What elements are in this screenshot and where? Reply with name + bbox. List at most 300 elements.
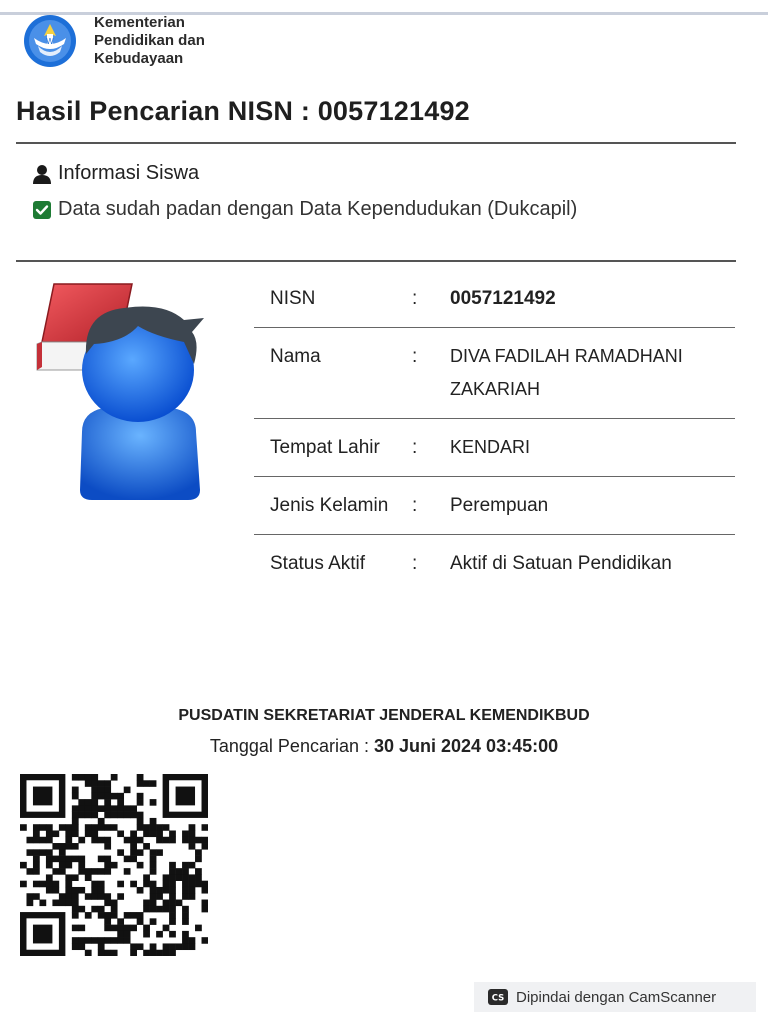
qr-module [143, 780, 150, 787]
detail-label: Status Aktif [270, 553, 366, 574]
qr-module [85, 874, 92, 881]
qr-module [150, 900, 157, 907]
qr-module [169, 906, 176, 913]
qr-module [59, 900, 66, 907]
qr-module [26, 868, 33, 875]
search-date [0, 736, 768, 757]
qr-module [104, 787, 111, 794]
qr-module [169, 862, 176, 869]
qr-module [124, 805, 131, 812]
qr-module [91, 837, 98, 844]
qr-module [104, 793, 111, 800]
qr-module [195, 881, 202, 888]
detail-row-tempat-lahir [254, 419, 735, 477]
qr-module [98, 805, 105, 812]
qr-module [202, 937, 208, 944]
qr-module [91, 937, 98, 944]
qr-module [65, 830, 72, 837]
qr-module [72, 906, 79, 913]
qr-module [124, 931, 131, 938]
qr-module [150, 830, 157, 837]
qr-module [182, 931, 189, 938]
qr-module [33, 830, 40, 837]
qr-module [85, 950, 92, 956]
qr-module [130, 943, 137, 950]
camscanner-label: Dipindai dengan CamScanner [516, 988, 717, 1006]
qr-module [176, 900, 183, 907]
camscanner-logo-text: CS [491, 993, 505, 1004]
detail-separator: : [412, 495, 418, 516]
qr-module [46, 874, 53, 881]
qr-module [130, 830, 137, 837]
qr-module [117, 893, 124, 900]
qr-module [150, 893, 157, 900]
qr-module [189, 862, 196, 869]
qr-module [98, 837, 105, 844]
qr-module [143, 874, 150, 881]
qr-module [78, 805, 85, 812]
qr-module [52, 887, 59, 894]
qr-module [111, 812, 118, 819]
qr-module [65, 843, 72, 850]
qr-module [189, 874, 196, 881]
qr-module [150, 943, 157, 950]
checkbox-checked-icon [32, 200, 52, 220]
qr-module [163, 900, 170, 907]
header [20, 14, 205, 68]
ministry-name [94, 14, 205, 68]
qr-module [111, 900, 118, 907]
qr-module [104, 868, 111, 875]
qr-module [111, 824, 118, 831]
qr-module [182, 906, 189, 913]
qr-module [65, 824, 72, 831]
qr-module [163, 906, 170, 913]
qr-module [195, 849, 202, 856]
qr-module [150, 887, 157, 894]
qr-module [98, 950, 105, 956]
qr-module [33, 824, 40, 831]
qr-module [124, 925, 131, 932]
qr-module [65, 881, 72, 888]
qr-module [150, 849, 157, 856]
qr-module [130, 912, 137, 919]
qr-module [182, 918, 189, 925]
qr-module [46, 824, 53, 831]
qr-module [182, 862, 189, 869]
qr-module [78, 887, 85, 894]
qr-module [182, 881, 189, 888]
qr-module [91, 793, 98, 800]
qr-module [117, 849, 124, 856]
qr-module [98, 881, 105, 888]
qr-module [20, 824, 27, 831]
qr-module [33, 837, 40, 844]
qr-module [91, 893, 98, 900]
qr-module [163, 887, 170, 894]
qr-module [156, 950, 163, 956]
qr-module [169, 900, 176, 907]
qr-module [124, 912, 131, 919]
qr-module [150, 818, 157, 825]
qr-module [85, 893, 92, 900]
qr-module [117, 931, 124, 938]
qr-code [20, 774, 208, 956]
qr-module [130, 856, 137, 863]
tut-wuri-handayani-logo-icon [20, 14, 80, 68]
qr-module [85, 937, 92, 944]
qr-module [26, 849, 33, 856]
qr-module [143, 950, 150, 956]
qr-module [104, 805, 111, 812]
qr-module [169, 943, 176, 950]
qr-module [65, 900, 72, 907]
qr-module [111, 774, 118, 781]
qr-module [91, 805, 98, 812]
qr-module [39, 881, 46, 888]
qr-module [65, 874, 72, 881]
student-details-table [254, 270, 735, 592]
qr-module [104, 900, 111, 907]
qr-module [137, 793, 144, 800]
qr-module [85, 812, 92, 819]
detail-label: NISN [270, 288, 316, 309]
qr-module [137, 818, 144, 825]
qr-module [137, 943, 144, 950]
camscanner-logo-icon [488, 989, 508, 1005]
qr-module [189, 881, 196, 888]
qr-module [65, 887, 72, 894]
qr-module [150, 868, 157, 875]
qr-module [111, 950, 118, 956]
qr-module [163, 881, 170, 888]
qr-module [72, 887, 79, 894]
qr-module [98, 868, 105, 875]
qr-module [72, 900, 79, 907]
qr-module [98, 780, 105, 787]
qr-module [189, 887, 196, 894]
qr-module [98, 856, 105, 863]
qr-module [130, 812, 137, 819]
qr-module [124, 937, 131, 944]
qr-module [46, 856, 53, 863]
qr-module [91, 774, 98, 781]
qr-module [189, 830, 196, 837]
qr-module [26, 837, 33, 844]
camscanner-watermark [474, 982, 756, 1012]
qr-finder-pattern [176, 787, 195, 806]
qr-module [98, 893, 105, 900]
qr-module [143, 925, 150, 932]
qr-module [124, 837, 131, 844]
qr-module [52, 830, 59, 837]
qr-module [65, 856, 72, 863]
qr-module [104, 950, 111, 956]
qr-module [143, 830, 150, 837]
qr-module [117, 805, 124, 812]
qr-module [104, 893, 111, 900]
qr-module [111, 862, 118, 869]
qr-module [176, 874, 183, 881]
qr-module [195, 856, 202, 863]
qr-module [189, 943, 196, 950]
qr-module [117, 793, 124, 800]
verification-text: Data sudah padan dengan Data Kependudukan (Dukcapil) [58, 198, 578, 220]
qr-module [169, 881, 176, 888]
qr-module [117, 799, 124, 806]
qr-module [176, 943, 183, 950]
qr-module [72, 925, 79, 932]
qr-finder-pattern [33, 787, 52, 806]
qr-module [124, 856, 131, 863]
qr-module [156, 824, 163, 831]
qr-module [59, 843, 66, 850]
qr-module [163, 943, 170, 950]
qr-module [150, 862, 157, 869]
qr-module [130, 950, 137, 956]
qr-module [195, 837, 202, 844]
qr-module [65, 893, 72, 900]
qr-module [78, 837, 85, 844]
qr-module [182, 893, 189, 900]
detail-value: DIVA FADILAH RAMADHANI ZAKARIAH [450, 346, 683, 399]
qr-module [33, 893, 40, 900]
qr-module [104, 862, 111, 869]
detail-separator: : [412, 553, 418, 574]
qr-module [72, 874, 79, 881]
qr-module [78, 799, 85, 806]
qr-module [78, 943, 85, 950]
qr-module [156, 906, 163, 913]
qr-module [202, 881, 208, 888]
qr-module [137, 849, 144, 856]
qr-module [195, 874, 202, 881]
detail-label: Nama [270, 346, 321, 367]
qr-module [46, 887, 53, 894]
qr-module [182, 912, 189, 919]
qr-module [137, 824, 144, 831]
qr-module [189, 893, 196, 900]
qr-module [111, 805, 118, 812]
qr-module [104, 856, 111, 863]
qr-module [20, 862, 27, 869]
qr-module [98, 937, 105, 944]
qr-module [33, 849, 40, 856]
qr-module [182, 874, 189, 881]
qr-module [195, 868, 202, 875]
qr-module [59, 849, 66, 856]
qr-module [78, 774, 85, 781]
qr-module [46, 830, 53, 837]
qr-module [117, 937, 124, 944]
qr-module [65, 862, 72, 869]
svg-text:W: W [46, 37, 54, 46]
qr-module [124, 812, 131, 819]
qr-module [98, 906, 105, 913]
qr-module [26, 893, 33, 900]
detail-row-nama [254, 328, 735, 419]
qr-module [46, 862, 53, 869]
qr-module [163, 874, 170, 881]
qr-module [104, 843, 111, 850]
footer-organization: PUSDATIN SEKRETARIAT JENDERAL KEMENDIKBUD [178, 707, 590, 724]
qr-module [130, 805, 137, 812]
qr-module [163, 824, 170, 831]
detail-value: Aktif di Satuan Pendidikan [450, 553, 672, 574]
qr-module [104, 912, 111, 919]
qr-module [46, 837, 53, 844]
qr-module [104, 918, 111, 925]
qr-module [189, 843, 196, 850]
qr-module [39, 837, 46, 844]
qr-module [85, 912, 92, 919]
qr-module [117, 881, 124, 888]
qr-module [59, 856, 66, 863]
qr-module [59, 893, 66, 900]
qr-module [91, 868, 98, 875]
qr-module [169, 912, 176, 919]
qr-module [104, 812, 111, 819]
qr-module [137, 862, 144, 869]
qr-module [143, 900, 150, 907]
qr-module [72, 793, 79, 800]
qr-module [182, 868, 189, 875]
qr-module [85, 799, 92, 806]
qr-module [111, 906, 118, 913]
detail-separator: : [412, 437, 418, 458]
qr-module [169, 887, 176, 894]
qr-module [85, 805, 92, 812]
qr-module [117, 812, 124, 819]
detail-label: Tempat Lahir [270, 437, 380, 458]
qr-module [78, 862, 85, 869]
qr-module [72, 787, 79, 794]
qr-module [150, 950, 157, 956]
qr-module [20, 881, 27, 888]
qr-module [117, 925, 124, 932]
qr-module [26, 900, 33, 907]
qr-module [156, 837, 163, 844]
qr-module [169, 950, 176, 956]
qr-module [59, 862, 66, 869]
qr-module [182, 830, 189, 837]
qr-module [150, 824, 157, 831]
qr-module [91, 799, 98, 806]
ministry-line-2: Pendidikan dan [94, 32, 205, 49]
qr-module [130, 837, 137, 844]
qr-module [169, 931, 176, 938]
qr-module [104, 824, 111, 831]
qr-module [143, 931, 150, 938]
qr-module [98, 787, 105, 794]
detail-value: Perempuan [450, 495, 549, 516]
qr-module [130, 849, 137, 856]
qr-module [104, 937, 111, 944]
qr-module [111, 937, 118, 944]
qr-module [33, 856, 40, 863]
qr-module [91, 881, 98, 888]
qr-module [156, 931, 163, 938]
qr-module [98, 793, 105, 800]
qr-module [137, 837, 144, 844]
qr-module [98, 943, 105, 950]
qr-module [72, 812, 79, 819]
qr-module [137, 780, 144, 787]
info-section-label: Informasi Siswa [58, 162, 200, 184]
qr-module [78, 937, 85, 944]
qr-module [156, 830, 163, 837]
qr-module [163, 950, 170, 956]
detail-row-nisn [254, 270, 735, 328]
detail-separator: : [412, 346, 418, 367]
qr-module [91, 906, 98, 913]
qr-module [72, 805, 79, 812]
qr-module [202, 900, 208, 907]
info-section-heading [32, 162, 199, 185]
qr-module [65, 837, 72, 844]
qr-module [150, 881, 157, 888]
qr-module [72, 893, 79, 900]
qr-module [150, 799, 157, 806]
qr-module [39, 849, 46, 856]
qr-module [169, 918, 176, 925]
divider [16, 260, 736, 262]
qr-module [137, 918, 144, 925]
qr-module [169, 830, 176, 837]
qr-module [33, 862, 40, 869]
qr-module [39, 824, 46, 831]
qr-module [130, 881, 137, 888]
qr-module [72, 943, 79, 950]
qr-module [143, 824, 150, 831]
qr-module [85, 830, 92, 837]
qr-module [169, 874, 176, 881]
qr-module [202, 843, 208, 850]
qr-module [52, 856, 59, 863]
qr-module [202, 837, 208, 844]
qr-module [189, 937, 196, 944]
search-date-label: Tanggal Pencarian : [209, 736, 374, 756]
divider [16, 142, 736, 144]
qr-module [130, 925, 137, 932]
qr-module [85, 780, 92, 787]
qr-module [72, 843, 79, 850]
page-title [16, 96, 470, 127]
qr-module [182, 887, 189, 894]
qr-module [150, 918, 157, 925]
qr-module [72, 912, 79, 919]
qr-module [59, 824, 66, 831]
qr-module [137, 799, 144, 806]
qr-module [117, 918, 124, 925]
qr-module [85, 824, 92, 831]
qr-module [124, 868, 131, 875]
qr-module [85, 774, 92, 781]
qr-module [169, 893, 176, 900]
qr-module [137, 912, 144, 919]
qr-module [85, 868, 92, 875]
qr-module [117, 830, 124, 837]
qr-module [156, 893, 163, 900]
qr-module [150, 856, 157, 863]
qr-module [72, 774, 79, 781]
qr-module [78, 856, 85, 863]
search-date-value: 30 Juni 2024 03:45:00 [373, 736, 559, 756]
qr-module [72, 824, 79, 831]
ministry-line-1: Kementerian [94, 14, 185, 31]
qr-finder-pattern [33, 925, 52, 944]
student-avatar-icon [34, 282, 238, 504]
